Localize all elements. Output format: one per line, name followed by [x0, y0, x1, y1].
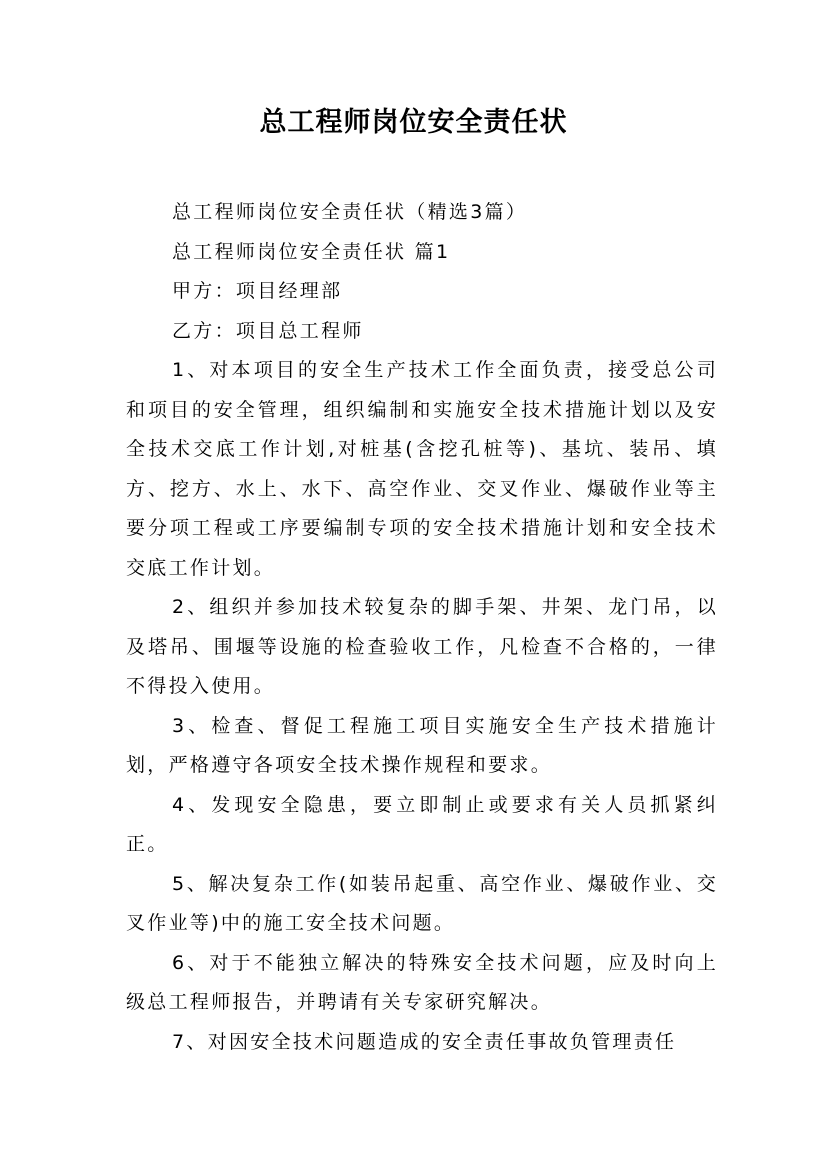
- document-title: 总工程师岗位安全责任状: [259, 107, 568, 138]
- paragraph-item-6: 6、对于不能独立解决的特殊安全技术问题，应及时向上级总工程师报告，并聘请有关专家研究解决。: [126, 951, 718, 1013]
- paragraph-party-a: 甲方：项目经理部: [172, 280, 343, 302]
- paragraph-item-3: 3、检查、督促工程施工项目实施安全生产技术措施计划，严格遵守各项安全技术操作规程和要求。: [126, 714, 718, 776]
- paragraph-item-5: 5、解决复杂工作(如装吊起重、高空作业、爆破作业、交叉作业等)中的施工安全技术问题。: [126, 872, 718, 934]
- paragraph-item-4: 4、发现安全隐患，要立即制止或要求有关人员抓紧纠正。: [126, 793, 718, 855]
- paragraph-subtitle: 总工程师岗位安全责任状（精选3篇）: [172, 201, 528, 223]
- paragraph-item-2: 2、组织并参加技术较复杂的脚手架、井架、龙门吊，以及塔吊、围堰等设施的检查验收工作，凡检查不合格的，一律不得投入使用。: [126, 596, 718, 697]
- paragraph-party-b: 乙方：项目总工程师: [172, 319, 364, 342]
- paragraph-heading-part1: 总工程师岗位安全责任状 篇1: [172, 240, 451, 263]
- paragraph-item-1: 1、对本项目的安全生产技术工作全面负责，接受总公司和项目的安全管理，组织编制和实施安全技术措施计划以及安全技术交底工作计划,对桩基(含挖孔桩等)、基坑、装吊、填方、挖方、水上、水下、高空作业、交叉作业、爆破作业等主要分项工程或工序要编制专项的安全技术措施计划和安全技术交底工作计划。: [126, 359, 718, 579]
- document-body: [126, 193, 718, 1062]
- paragraph-item-7: 7、对因安全技术问题造成的安全责任事故负管理责任: [172, 1030, 677, 1053]
